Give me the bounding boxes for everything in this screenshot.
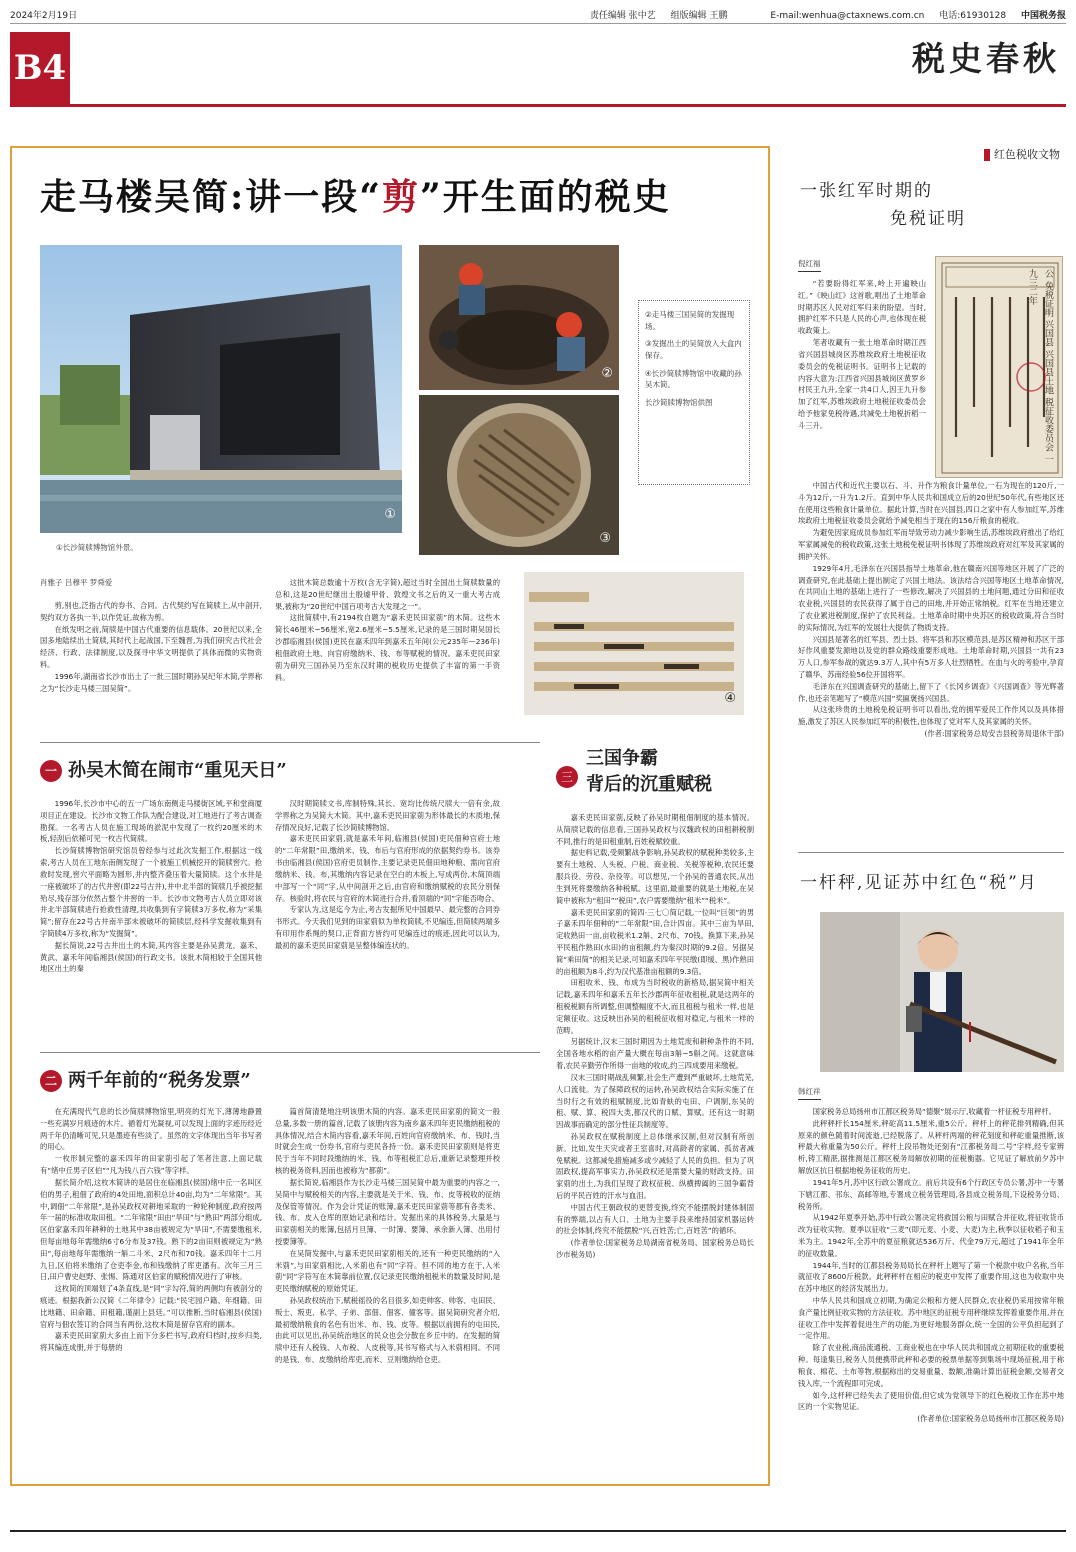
- side-divider: [798, 852, 1064, 853]
- story1-author: 倪红福: [798, 258, 821, 272]
- title-highlight: 剪: [382, 176, 421, 218]
- photo-credit: 长沙简牍博物馆供图: [645, 397, 713, 407]
- tax-exemption-certificate: [935, 256, 1063, 478]
- story1-title-line1: 一张红军时期的: [800, 181, 933, 201]
- section3-col: 嘉禾吏民田家莂,反映了孙吴时期租佃制度的基本情况。从简牍记载的信息看,三国孙吴政权与汉魏政权的田租耕税制不同,推行的是田租重制,百姓税赋较重。 据史料记载,受频繁战争影响,孙吴政权的赋税种类较多,主要有土地税、人头税、户税、商业税、关税等税种,农民还要服兵役、劳役、杂役等。可以想见,一个孙吴的普通农民,从出生到死将要缴纳各种税赋。这里面,最重要的就是土地税,在吴简中被称为“租田”“税田”,农户需要缴纳“租米”“税米”。 嘉禾吏民田家莂的简四·三七〇简记载,一位叫“巨领”的男子嘉禾四年佃种的“二年常限”田,合计四亩。其中三亩为旱田,定收熟田一亩,亩收税米1.2斛、2尺布、70钱。换算下来,孙吴平民租作熟田(水田)的亩租额,约为秦汉时期的9.2倍。另据吴简“乘田简”的相关记录,可知嘉禾四年平民缴(即缓、黑)作熟田的亩租额为8斗,约为汉代基准亩租额的9.3倍。 田租收米、钱、布成为当时税收的新格局,据吴简中相关记载,嘉禾四年和嘉禾五年长沙郡两年征收租税,就是这两年的租税税额有所调整,但调整幅度不大,而且租税与租米一样,也是定额征收。这反映出孙吴的租税征收相对稳定,与租米一样的范畴。 另据统计,汉末三国时期因为土地荒废和耕种条件的不同,全国各地水稻的亩产量大概在每亩3斛~5斛之间。这就意味着,农民辛勤劳作所得一亩地的收成,约三四成要用来缴税。 汉末三国时期战乱频繁,社会生产遭到严重破坏,土地荒芜,人口流徙。为了保障政权的运转,孙吴政权结合实际实施了在当时行之有效的租赋制度,比如青蚨的屯田、户调制,东吴的租、赋、算、税四大类,都汉代的口赋、算赋。还有这一时期因战事而确定的部分性征兵制度等。 孙吴政权在赋税制度上总体继承汉制,但对汉制有所创新。比如,发生天灾或者王室喜时,对高龄者的家属、孤贫者减免赋税。这都减免措施减多或少减轻了人民的负担。但为了巩固政权,提高军事实力,孙吴政权还是需要大量的财政支持。田家莂的出土,为我们呈现了政权征税、纵横捭阖的三国争霸背后的平民百姓的汗水与血泪。 中国古代王朝政权的更替变换,终究不能摆脱封建体制固有的弊端,以占有人口、土地为主要手段来维持国家机器运转的社会体制,终究不能摆脱“兴,百姓苦;亡,百姓苦”的循环。 (作者单位:国家税务总局湖南省税务局、国家税务总局长沙市税务局): [556, 813, 754, 1260]
- photo-wooden-slips: [524, 572, 744, 715]
- story1-narrow-col: “若要盼得红军来,岭上开遍映山红。”《映山红》这首歌,唱出了土地革命时期苏区人民对红军归来的盼望。当时,拥护红军不只是人民的心声,也体现在税收政策上。 笔者收藏有一张土地革命时期江西省兴国县城岗区苏维埃政府土地税征收委员会的免税证明书。证明书上记载的内容大意为:江西省兴国县城岗区黄罗乡村民王九升,全家一共4口人,因王九升参加了红军,苏维埃政府土地税征收委员会给予他家免税待遇,共减免土地税折稻一斗三升。: [798, 279, 926, 430]
- section-number-3: 三: [556, 766, 578, 788]
- section-number-1: 一: [40, 760, 62, 782]
- email: E-mail:wenhua@ctaxnews.com.cn: [770, 11, 925, 21]
- page-number-badge: B4: [10, 32, 70, 104]
- photo-excavation: [419, 245, 619, 390]
- photo-label-1: ①: [384, 506, 396, 522]
- photo-label-3: ③: [599, 530, 611, 546]
- photo-label-4: ④: [724, 690, 736, 706]
- certificate-text: 公 免税证明 兴国县 兴国县土地 税征收委员会 一九三二年: [1026, 269, 1053, 464]
- section-title: 税史春秋: [912, 39, 1060, 78]
- header-rule: [10, 104, 1066, 107]
- story1-wide-col: 中国古代和近代主要以石、斗、升作为粮食计量单位,一石为现在的120斤,一斗为12斤,一升为1.2斤。直到中华人民共和国成立后的20世纪50年代,有些地区还在使用这些粮食计量单位。据此计算,当时在兴国县,四口之家中有人参加红军,苏维埃政府土地税征收委员会就给予减免相当于现在的156斤粮食的税收。 为避免因家庭成员参加红军而导致劳动力减少影响生活,苏维埃政府推出了给红军家属减免的税收政策,这张土地税免税证明书体现了苏维埃政府对红军及其家属的拥护关怀。 1929年4月,毛泽东在兴国县指导土地革命,他在赣南兴国等地区开展了广泛的调查研究,在此基础上提出制定了兴国土地法。该法结合兴国等地区土地革命情况,在共同山土地的基础上进行了一些修改,解决了兴国县的土地问题,通过分田和征收农业税,兴国县的农民获得了属于自己的田地,并开始正常纳税。红军在当地还建立了农业累进税制度,保护了农民利益。土地革命时期中央苏区的税收政策,符合当时的实际情况,为红军的发展壮大提供了物质支持。 兴国县是著名的红军县、烈士县、将军县和苏区模范县,是苏区精神和苏区干部好作风重要发源地以及党的群众路线重要形成地。土地革命时期,兴国县一共有23万人口,参军参战的就达9.3万人,其中有5万多人壮烈牺牲。在血与火的考验中,孕育了赣华、苏南经验56位开国将军。 毛泽东在兴国调查研究的基础上,留下了《长冈乡调查》《兴国调查》等光辉著作,也还亲笔题写了“模范兴国”奖匾褒扬兴国县。 从这张珍贵的土地税免税证明书可以看出,党的拥军爱民工作作风以及具体措施,激发了苏区人民参加红军的积极性,也体现了党对军人及其家属的关怀。 (作者:国家税务总局安吉县税务局退休干部): [798, 481, 1064, 739]
- caption-photo-2: ②走马楼三国吴简的发掘现场。: [645, 310, 735, 331]
- caption-photo-1: ①长沙简牍博物馆外景。: [56, 543, 138, 552]
- museum-illustration: [40, 245, 402, 533]
- intro-col-a: 剪,别也,泛指古代的券书、合同。古代契约写在简牍上,从中剖开,契约双方各执一半,以作凭证,故称为剪。 在纸发明之前,简牍是中国古代重要的信息载体。20世纪以来,全国多地陆续出土简牍,其时代上起战国,下至魏晋,为我们研究古代社会经济、行政、法律制度,以及探寻中华文明提供了具体而微的实物资料。 1996年,湖南省长沙市出土了一批三国时期孙吴纪年木简,学界称之为“长沙走马楼三国吴简”。: [40, 601, 262, 693]
- section2-col2: 篇首简清楚地注明该册木简的内容。嘉禾吏民田家莂的简文一般总量,多数一册的篇首,记载了该册内容为南乡嘉禾四年吏民缴纳租税的具体情况,结合木简内容看,嘉禾年间,百姓向官府缴纳米、布、钱时,当时就会生成一份券书,官府与吏民各持一份。嘉禾吏民田家莂则是将吏民于当年不同时段缴纳的米、钱、布等租税汇总后,重新记录整理并校核的税务资料,因而也被称为“都莂”。 据长简说,临湘县作为长沙走马楼三国吴简中最为重要的内容之一,吴简中与赋税相关的内容,主要就是关于米、钱、布、皮等税收的征纳及保管等情况。作为会计凭证的账簿,嘉禾吏民田家莂等都有各类米、钱、布、皮入仓库的原始记录和结计。发掘出来的具体税务,大量是与田家莂相关的账簿,包括月旦簿、一时簿、要簿、承余新入簿、出用付授要簿等。 在吴简发掘中,与嘉禾吏民田家莂相关的,还有一种吏民缴纳的“入米莂”,与田家莂相比,入米莂也有“同”字符。但不同的地方在于,入米莂“同”字符写在木简靠前位置,仅记录吏民缴纳租税米的数量及时间,是吏民缴纳赋税的原始凭证。 孙吴政权统治下,赋税徭役的名目很多,如吏帅客、帅客、屯田民、叛士、叛吏、私学、子弟、部佃、佃客、僮客等。据吴简研究者介绍,最初缴纳粮食的名色有出米、布、钱、皮等。根据以前拥有的屯田民,由此可以见出,孙吴统治地区的民众也会分散在乡丘中的。在发掘的简牍中还有人税钱、人布税、人皮税等,其书写格式与入米莂相同。不同的是钱、布、皮缴纳给库吏,而米、豆则缴纳给仓吏。: [275, 1107, 500, 1365]
- excavation-illustration: [419, 245, 619, 390]
- phone: 电话:61930128: [939, 11, 1007, 21]
- photo-tax-officer-steelyard: [820, 912, 1064, 1072]
- story1-title-line2: 免税证明: [890, 209, 966, 229]
- wooden-slips-illustration: [524, 572, 744, 715]
- story2-title: 一杆秤,见证苏中红色“税”月: [800, 873, 1038, 893]
- section-heading-1: 一 孙吴木简在闹市“重见天日”: [40, 756, 287, 785]
- issue-date: 2024年2月19日: [10, 11, 78, 21]
- section-heading-2: 二 两千年前的“税务发票”: [40, 1066, 251, 1095]
- tag-bar: [984, 149, 990, 161]
- designer-credit: 组版编辑 王鹏: [670, 11, 728, 21]
- photo-label-2: ②: [601, 365, 613, 381]
- section2-col1: 在充满现代气息的长沙简牍博物馆里,明亮的灯光下,薄薄地静置一些充满岁月痕迹的木片。循着灯光凝视,可以发现上面的字迹历经近两千年仍清晰可见,只是墨迹有些淡了。虽然的文字体现出当年书写者的用心。 一枚形制完整的嘉禾四年的田家莂引起了笔者注意,上面记载有“绪中丘男子区伯”“凡为钱八百六钱”等字样。 据长简介绍,这枚木简讲的是居住在临湘县(侯国)绪中丘一名叫区伯的男子,租佃了政府的4处田地,面积总计40亩,均为“二年常限”。其中,调佃“二年常限”,是孙吴政权对耕地采取的一种轮种制度,政府按两年一届的标准收取田租。“二年常限”田由“旱田”与“熟田”两部分组成,区伯家嘉禾四年耕种的土地其中38亩被规定为“旱田”,不需要缴租米,但每亩地每年需缴纳6寸6分布及37钱。熟下的2亩田则被规定为“熟田”,每亩地每年需缴纳一斛二斗米、2尺布和70钱。嘉禾四年十二月九日,区伯将米缴纳了仓吏李金,布和钱缴纳了库吏潘有。次年三月三日,田户曹史赵野、张惕、陈通对区伯家的赋税情况进行了审核。 这枚简的顶端划了4条直线,是“同”字勾符,简的两侧均有被剖分的痕迹。根据我新公汉简《二年律令》记载:“民宅园户籍、年细籍、田比地籍、田命籍、田租籍,谨副上县廷。”可以推断,当时临湘县(侯国)官府与佃农签订的合同当有两份,这枚木简是留存官府的副本。 嘉禾吏民田家莂大多由上而下分多栏书写,政府归档时,按乡归类,将其编连成册,并于每册的: [40, 1107, 262, 1353]
- paper-name: 中国税务报: [1020, 11, 1066, 21]
- intro-col-b: 这批木简总数逾十万枚(含无字简),超过当时全国出土简牍数量的总和,这是20世纪继出土殷墟甲骨、敦煌文书之后的又一重大考古成果,被称为“20世纪中国百项考古大发现之一”。 这批简牍中,有2194枚自题为“嘉禾吏民田家莂”的木简。这些木简长46厘米~56厘米,宽2.6厘米~5.5厘米,记录的是三国时期吴国长沙郡临湘县(侯国)吏民在嘉禾四年到嘉禾五年间(公元235年—236年)租佃政府土地、向官府缴纳米、钱、布等赋税的情况。嘉禾吏民田家莂为研究三国孙吴乃至东汉时期的税收历史提供了丰富的第一手资料。: [275, 578, 500, 682]
- section1-col1: 1996年,长沙市中心的五一广场东南侧走马楼街区域,平和堂商厦项目正在建设。长沙市文物工作队为配合建设,对工地进行了考古调查勘探。一名考古人员在施工现场的淤泥中发现了一枚约20厘米的木板,轻刮后依稀可见一枚古代简牍。 长沙简牍博物馆研究馆员曾经参与过此次发掘工作,根据这一线索,考古人员在工地东南侧发现了一个被施工机械挖开的简牍窖穴。抢救时发现,窖穴平面略为圆形,井内整齐叠压着大量简牍。这个水井是一座被破坏了的古代井窖(即22号古井),井中北半部的简牍几乎被挖掘殆尽,残存部分依然占整个井窖的一半。长沙市文物考古人员立即对该井北半部简牍进行抢救性清理,共收集到有字简牍3万多枚,称为“采集简”;留存在22号古井南半部未被破坏的简牍层,经科学发掘收集到有字简牍4万多枚,称为“发掘简”。 据长简说,22号古井出土的木简,其内容主要是孙吴黄龙、嘉禾、黄武、嘉禾年间临湘县(侯国)的行政文书。该批木简相较于全国其他地区出土的秦: [40, 799, 262, 974]
- footer-rule: [10, 1530, 1066, 1532]
- feature-title: 走马楼吴简:讲一段“剪”开生面的税史: [40, 176, 671, 218]
- section-divider-2: [40, 1052, 540, 1053]
- caption-photo-4: ④长沙简牍博物馆中收藏的孙吴木简。: [645, 368, 742, 390]
- header-credits: [578, 9, 1066, 24]
- photo-slips-box: [419, 395, 619, 555]
- photo-captions-box: [638, 300, 750, 485]
- editor-credit: 责任编辑 张中艺: [589, 11, 656, 21]
- photo-museum-exterior: [40, 245, 402, 533]
- caption-photo-3: ③发掘出土的吴简放入大盒内保存。: [645, 339, 742, 360]
- byline: 肖雅子 吕穆平 罗舜爱: [40, 578, 113, 587]
- story2-col: 国家税务总局扬州市江都区税务局“德聚”展示厅,收藏着一杆征税专用秤杆。 此秤秤杆长154厘米,秤砣高11.5厘米,重5公斤。秤杆上的秤花排列精确,但其原来的颜色随着时间流逝,已经脱落了。从秤杆两端的秤花刻度和秤砣重量推断,该秤最大称重量为50公斤。秤杆上段吊物处还刻有“江都税务局二号”字样,经专家辨析,铸工精湛,据推测是江都区税务局解放初期的征税衡器。它见证了解放前夕苏中解放区抗日根据地税务征收的历史。 1941年5月,苏中区行政公署成立。前后共设有6个行政区专员公署,苏中一专署下辖江都、邗东、高邮等地,专署成立税务管理局,各县成立税务局,下设税务分局、税务所。 从1942年夏季开始,苏中行政公署决定将救国公粮与田赋合并征收,将征收货币改为征收实物。夏季以征收“三麦”(即元麦、小麦、大麦)为主,秋季以征收稻子和玉米为主。1942年,全苏中的夏征粮就达536万斤、代金79万元,超过了1941年全年的征收数量。 1944年,当时的江都县税务局局长在秤杆上题写了第一个税款中收户名称,当年就征收了8600斤税款。此秤秤杆在相应的税吏中发挥了重要作用,这也为收取中央在苏中地区的经济发展出力。 中华人民共和国成立初期,为确定公粮和方便人民群众,农业税仍采用按常年粮食产量比例征收实物的方法征收。苏中地区的征税专用秤继续发挥着重要作用,并在征收工作中发挥着促进生产的功能,为更好地服务群众,统一全国的公平负担起到了一定作用。 除了农业税,商品流通税、工商业税也在中华人民共和国成立初期征收的重要税种。每逢集日,税务人员便携带此秤和必要的税票单据等到集场中现场征税,用于称粮食、棉花、土布等物,根据称出的交易重量、数额,准确计算出征税金额,交易者交钱入库,一个流程即可完成。 如今,这杆秤已经失去了使用价值,但它成为党领导下的红色税收工作在苏中地区的一个实物见证。 (作者单位:国家税务总局扬州市江都区税务局): [798, 1107, 1064, 1424]
- page-header: [10, 8, 1066, 24]
- slips-box-illustration: [419, 395, 619, 555]
- story2-author: 韩红祥: [798, 1086, 821, 1100]
- section1-col2: 汉时期简牍文书,库制特殊,其长、宽均比传统尺牍大一倍有余,故学界称之为吴简大木简。其中,嘉禾吏民田家莂为形体最长的木质地,保存情况良好,记载了长沙简牍博物馆。 嘉禾吏民田家莂,就是嘉禾年间,临湘县(侯国)吏民佃种官府土地的“二年常限”田,缴纳米、钱、布后与官府形成的依据契约券书。该券书由临湘县(侯国)官府吏员制作,主要记录吏民佃田地种粮、需向官府缴纳米、钱、布,其缴纳内容记录在空白的木板上,写成两份,木简顶端中部写一个“同”字,从中间剖开之后,由官府和缴纳赋税的农民分别保存。核验时,将农民与官府的木简进行合并,看顶端的“同”字能否吻合。 专家认为,这是迄今为止,考古发掘所见中国最早、最完整的合同券书形式。今天我们见到的田家莂似为单枚简牍,不见编连,但简牍两端多有印用作系绳的契口,正背面方皆约可见编连过的痕迹,因此可以认为,最初的嘉禾吏民田家莂是呈整体编连状的。: [275, 799, 500, 950]
- section-divider-1: [40, 742, 540, 743]
- side-tag: 红色税收文物: [984, 146, 1060, 164]
- section-number-2: 二: [40, 1070, 62, 1092]
- officer-illustration: [820, 912, 1064, 1072]
